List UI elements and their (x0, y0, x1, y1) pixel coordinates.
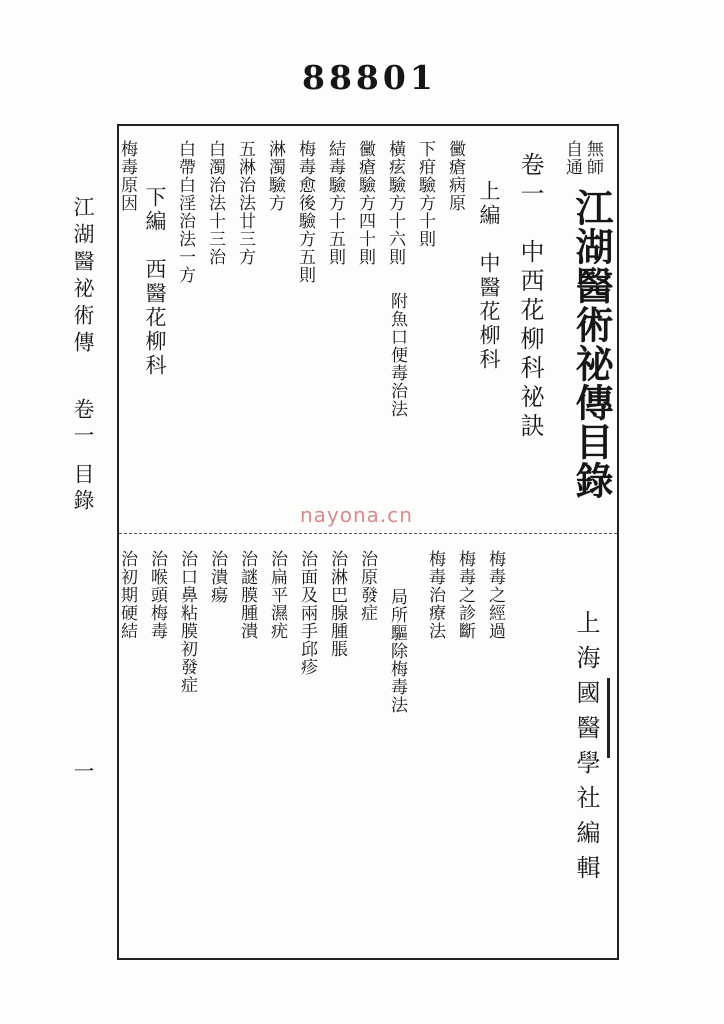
toc-lower-item: 局所驅除梅毒法 (387, 588, 407, 714)
toc-lower-item: 治原發症 (357, 550, 377, 622)
toc-upper-item: 梅毒原因 (117, 140, 137, 212)
toc-lower-item: 治喉頭梅毒 (147, 550, 167, 640)
toc-upper-item: 黴瘡病原 (445, 140, 465, 212)
section-divider (119, 533, 617, 535)
title-prefix-top: 無師 (583, 140, 603, 176)
toc-lower-item: 治初期硬結 (117, 550, 137, 640)
publisher: 上海國醫學社編輯 (572, 610, 600, 890)
frame-right-border (617, 124, 619, 959)
part2-heading: 下編 西醫花柳科 (143, 186, 167, 378)
toc-lower-item: 治面及兩手邱疹 (297, 550, 317, 676)
toc-upper-item: 白濁治法十三治 (205, 140, 225, 266)
frame-bottom-border (118, 958, 619, 960)
toc-lower-item: 梅毒治療法 (425, 550, 445, 640)
spine-page-number: 一 (71, 760, 95, 781)
toc-lower-item: 治潰瘍 (207, 550, 227, 604)
frame-top-border (118, 124, 618, 126)
spine-section: 目錄 (71, 463, 95, 515)
spine-book-title: 江湖醫祕術傳 (71, 196, 95, 358)
toc-lower-item: 治淋巴腺腫脹 (327, 550, 347, 658)
serial-number: 88801 (302, 58, 437, 97)
toc-upper-item: 結毒驗方十五則 (325, 140, 345, 266)
frame-left-border (117, 124, 119, 960)
part1-heading: 上編 中醫花柳科 (477, 180, 501, 372)
toc-lower-item: 梅毒之經過 (485, 550, 505, 640)
toc-lower-item: 梅毒之診斷 (455, 550, 475, 640)
toc-upper-note: 附魚口便毒治法 (387, 292, 407, 418)
watermark: nayona.cn (300, 503, 413, 527)
toc-upper-item: 黴瘡驗方四十則 (355, 140, 375, 266)
toc-upper-item: 梅毒愈後驗方五則 (295, 140, 315, 284)
toc-lower-item: 治扁平濕疣 (267, 550, 287, 640)
publisher-side-bar (607, 678, 610, 758)
spine-volume: 卷一 (71, 398, 95, 450)
toc-upper-item: 下疳驗方十則 (415, 140, 435, 248)
toc-lower-item: 治謎膜腫潰 (237, 550, 257, 640)
toc-upper-item: 橫痃驗方十六則 (385, 140, 405, 266)
title-prefix-bottom: 自通 (562, 140, 582, 176)
toc-lower-item: 治口鼻粘膜初發症 (177, 550, 197, 694)
toc-upper-item: 淋濁驗方 (265, 140, 285, 212)
page-title: 江湖醫術祕傳目錄 (569, 188, 614, 500)
toc-upper-item: 白帶白淫治法一方 (175, 140, 195, 284)
toc-upper-item: 五淋治法廿三方 (235, 140, 255, 266)
volume-heading: 卷一 中西花柳科祕訣 (516, 152, 544, 442)
